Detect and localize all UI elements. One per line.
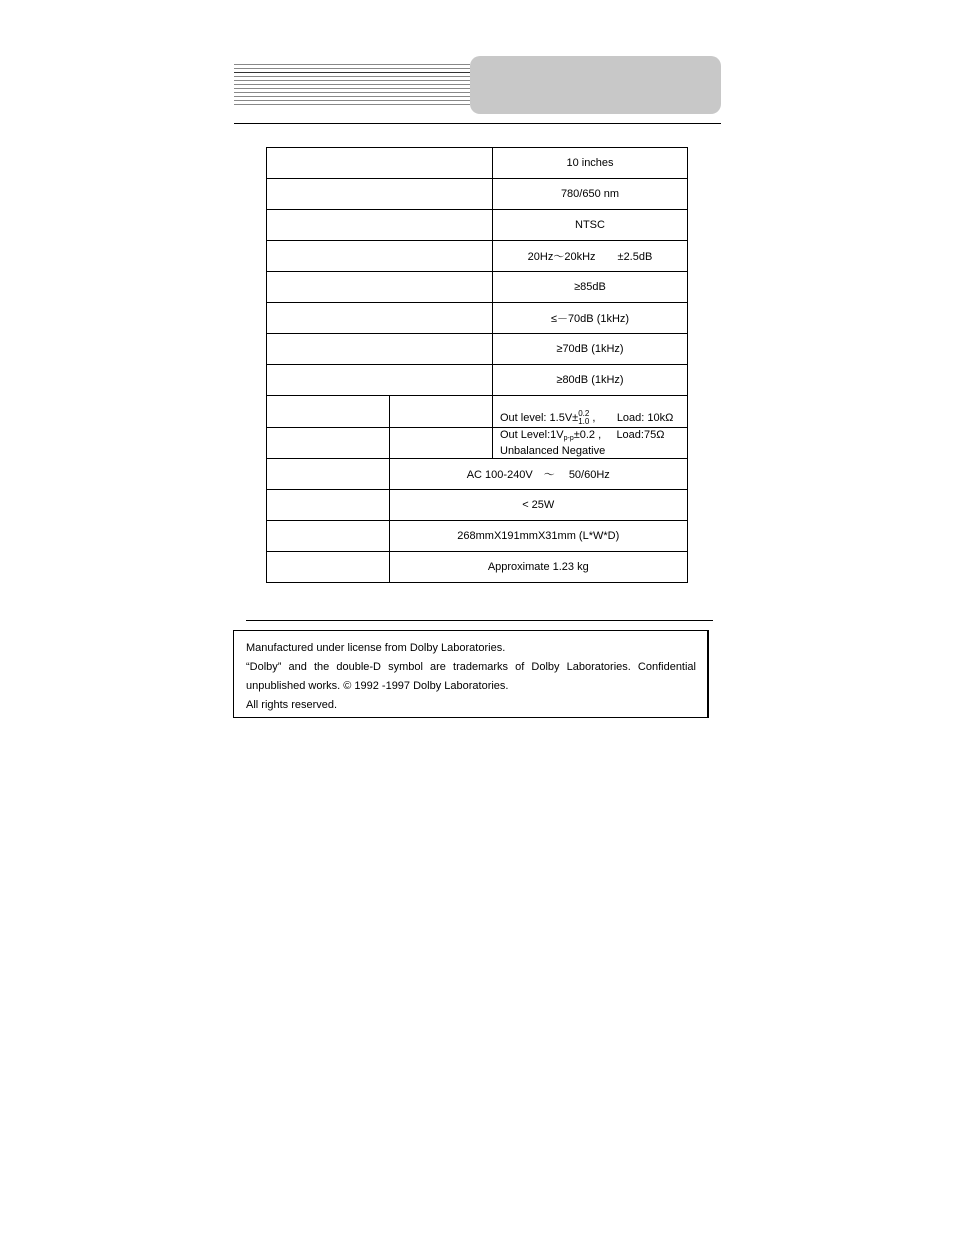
- spec-value: 20Hz～20kHz ±2.5dB: [493, 241, 688, 272]
- audio-out-prefix: Out level: 1.5V±: [500, 412, 579, 424]
- spec-label-cell: [267, 365, 493, 396]
- table-row: [267, 241, 688, 272]
- video-out-suffix: ±0.2 , Load:75Ω: [573, 429, 665, 441]
- header-decorative-lines: [234, 64, 470, 108]
- spec-label-cell: [267, 179, 493, 210]
- dimensions-value: 268mmX191mmX31mm (L*W*D): [389, 521, 687, 552]
- spec-label-cell: [267, 148, 493, 179]
- audio-out-suffix: , Load: 10kΩ: [589, 412, 674, 424]
- tolerance-stack: [578, 410, 589, 426]
- spec-label-cell: [267, 521, 390, 552]
- notice-line: Manufactured under license from Dolby Laboratories.: [246, 642, 506, 654]
- header-title-tab: [470, 56, 721, 114]
- spec-value: ≥80dB (1kHz): [493, 365, 688, 396]
- section-divider: [246, 620, 713, 621]
- spec-value: NTSC: [493, 210, 688, 241]
- header-rule: [234, 123, 721, 124]
- video-out-subscript: p-p: [563, 435, 574, 442]
- video-output-value: [493, 428, 688, 459]
- table-row: [267, 179, 688, 210]
- table-row: [267, 210, 688, 241]
- table-row: [267, 459, 688, 490]
- spec-label-cell: [267, 459, 390, 490]
- spec-value: ≥85dB: [493, 272, 688, 303]
- tolerance-lower: 1.0: [578, 417, 590, 426]
- power-supply-value: AC 100-240V ～ 50/60Hz: [389, 459, 687, 490]
- specifications-table: [266, 147, 688, 583]
- spec-label-cell: [267, 490, 390, 521]
- notice-line: All rights reserved.: [246, 699, 338, 711]
- tolerance-upper: 0.2: [578, 409, 590, 418]
- dolby-notice-box: [233, 630, 709, 718]
- spec-value: ≤－70dB (1kHz): [493, 303, 688, 334]
- table-row: [267, 334, 688, 365]
- spec-label-cell: [267, 552, 390, 583]
- video-out-prefix: Out Level:1V: [500, 429, 564, 441]
- table-row: [267, 490, 688, 521]
- spec-label-cell: [267, 210, 493, 241]
- spec-label-cell: [267, 241, 493, 272]
- spec-value: ≥70dB (1kHz): [493, 334, 688, 365]
- notice-trademark-text: “Dolby” and the double-D symbol are trademarks of Dolby Laboratories. Confidential unpublished works. © 1992 -1997 Dolby Laboratories.: [246, 661, 696, 692]
- spec-value: 10 inches: [493, 148, 688, 179]
- weight-value: Approximate 1.23 kg: [389, 552, 687, 583]
- table-row: [267, 428, 688, 459]
- video-out-line2: Unbalanced Negative: [500, 445, 606, 457]
- audio-output-value: [493, 396, 688, 428]
- table-row: [267, 272, 688, 303]
- table-row: [267, 148, 688, 179]
- spec-sublabel-cell: [389, 428, 492, 459]
- spec-label-cell: [267, 396, 390, 428]
- table-row: [267, 365, 688, 396]
- table-row: [267, 303, 688, 334]
- table-row: [267, 521, 688, 552]
- spec-label-cell: [267, 334, 493, 365]
- spec-value: 780/650 nm: [493, 179, 688, 210]
- spec-label-cell: [267, 303, 493, 334]
- spec-label-cell: [267, 272, 493, 303]
- table-row: [267, 396, 688, 428]
- power-consumption-value: < 25W: [389, 490, 687, 521]
- spec-sublabel-cell: [389, 396, 492, 428]
- table-row: [267, 552, 688, 583]
- spec-label-cell: [267, 428, 390, 459]
